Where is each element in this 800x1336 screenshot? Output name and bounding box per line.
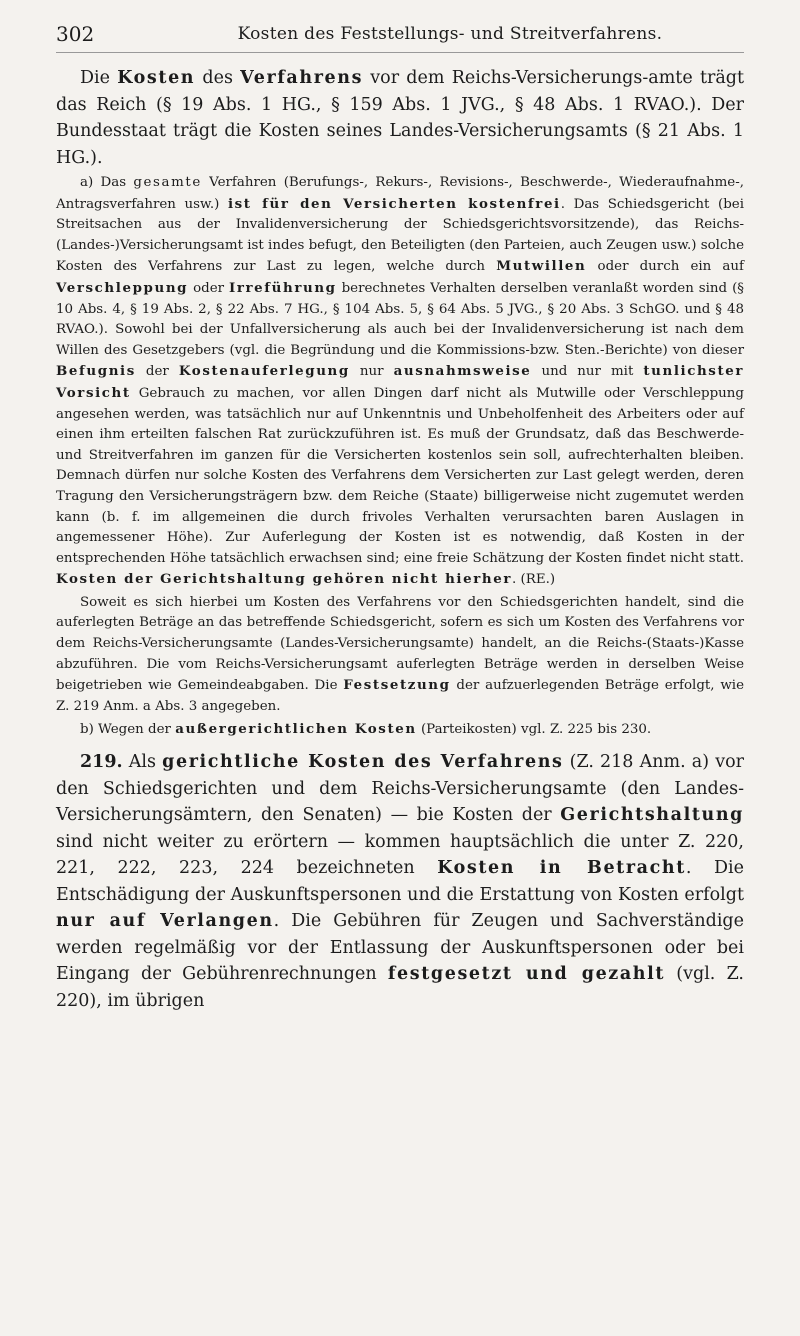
text-run: Soweit es sich hierbei um Kosten des Verfahrens vor den Schiedsgerichten handelt, sind die auferlegten Beträge an das betreffende Schiedsgericht, sofern es sich um Kosten des Verfahrens vor dem Reichs-Versicherungsamte (Landes-Versicherungsamte) handelt, an die Reichs-(Staats-)Kasse abzuführen. Die vom Reichs-Versicherungsamt auferlegten Beträge werden in derselben Weise beigetrieben wie Gemeindeabgaben. Die [56,594,744,694]
text-run: nur [349,364,394,380]
emphasis: festgesetzt und gezahlt [387,964,666,985]
emphasis: Irreführung [229,279,337,296]
note-b-paragraph [56,719,744,741]
text-run: der [135,364,179,380]
note-a-paragraph [56,173,744,591]
emphasis: ist für den Versicherten kostenfrei [227,195,561,212]
emphasis: Mutwillen [496,258,587,275]
text-run: . Die Entschädigung der Auskunftspersonen und die Erstattung von Kosten erfolgt [56,858,744,905]
text-run: Als [122,752,163,773]
text-run: a) Das [80,175,134,190]
text-run: . Die Gebühren für Zeugen und Sachverständige werden regelmäßig vor der Entlassung der Auskunftspersonen oder bei Eingang der Gebührenrechnungen [56,911,744,985]
emphasis: nur auf Verlangen [56,911,274,932]
emphasis: Kosten der Gerichtshaltung gehören nicht hierher [56,571,512,588]
text-run: . Das Schiedsgericht (bei Streitsachen aus der Invalidenversicherung der Schiedsgerichtsvorsitzende), das Reichs-(Landes-)Versicherungsamt ist indes befugt, den Beteiligten (den Parteien, auch Zeugen usw.) solche Kosten des Verfahrens zur Last zu legen, welche durch [56,196,744,275]
intro-paragraph [56,65,744,171]
text-run: des [195,68,241,88]
emphasis: Befugnis [56,363,136,380]
text-run: und nur mit [531,364,644,380]
emphasis: Kostenauferlegung [178,363,350,380]
emphasis: gesamte [133,175,202,190]
text-run: (Z. 218 Anm. a) vor den Schiedsgerichten und dem Reichs-Versicherungsamte (den Landes-Versicherungsämtern, den Senaten) — bie Kosten der [56,752,745,826]
section-219-paragraph [56,749,744,1014]
running-title: Kosten des Feststellungs- und Streitverfahrens. [237,24,663,44]
emphasis: Festsetzung [343,677,451,694]
note-a2-paragraph [56,593,744,718]
section-number: 219. [80,752,123,773]
emphasis: gerichtliche Kosten des Verfahrens [162,752,564,773]
text-run: oder [188,280,229,296]
text-run: der aufzuerlegenden Beträge erfolgt, wie Z. 219 Anm. a Abs. 3 angegeben. [56,678,744,714]
emphasis: außergerichtlichen Kosten [175,721,417,738]
page-header [56,18,744,53]
text-run: berechnetes Verhalten derselben veranlaßt worden sind (§ 10 Abs. 4, § 19 Abs. 2, § 22 Abs. 7 HG., § 104 Abs. 5, § 64 Abs. 5 JVG., § 20 Abs. 3 SchGO. und § 48 RVAO.). Sowohl bei der Unfallversicherung als auch bei der Invalidenversicherung ist nach dem Willen des Gesetzgebers (vgl. die Begründung und die Kommissions-bzw. Sten.-Berichte) von dieser [56,280,744,358]
text-run: (vgl. Z. 220), im übrigen [56,964,744,1011]
page-number: 302 [56,22,95,46]
text-run: vor dem Reichs-Versicherungs-amte trägt das Reich (§ 19 Abs. 1 HG., § 159 Abs. 1 JVG., § 48 Abs. 1 RVAO.). Der Bundesstaat trägt die Kosten seines Landes-Versicherungsamts (§ 21 Abs. 1 HG.). [56,68,745,168]
text-run: oder durch ein auf [586,259,745,275]
text-run: Gebrauch zu machen, vor allen Dingen darf nicht als Mutwille oder Verschleppung angesehen werden, was tatsächlich nur auf Unkenntnis und Unbeholfenheit des Arbeiters oder auf einen ihm erteilten falschen Rat zurückzuführen ist. Es muß der Grundsatz, daß das Beschwerde- und Streitverfahren im ganzen für die Versicherten kostenlos sein soll, aufrechterhalten bleiben. Demnach dürfen nur solche Kosten des Verfahrens dem Versicherten zur Last gelegt werden, deren Tragung den Versicherungsträgern bzw. dem Reiche (Staate) billigerweise nicht zugemutet werden kann (b. f. im allgemeinen die durch frivoles Verhalten verursachten baren Auslagen in angemessener Höhe). Zur Auferlegung der Kosten ist es notwendig, daß Kosten in der entsprechenden Höhe tatsächlich erwachsen sind; eine freie Schätzung der Kosten findet nicht statt. [56,385,744,566]
emphasis: Gerichtshaltung [560,805,744,826]
emphasis: Kosten in Betracht [437,858,686,879]
text-run: b) Wegen der [80,722,176,738]
emphasis: ausnahmsweise [393,363,532,380]
emphasis: Verfahrens [240,68,364,88]
emphasis: Verschleppung [56,279,189,296]
emphasis: Kosten [117,68,196,88]
text-run: (Parteikosten) vgl. Z. 225 bis 230. [416,722,652,738]
text-run: . (RE.) [512,572,556,588]
emphasis: tunlichster Vorsicht [56,363,745,401]
text-run: Verfahren (Berufungs-, Rekurs-, Revisions-, Beschwerde-, Wiederaufnahme-, Antragsverfahren usw.) [56,175,744,212]
text-run: sind nicht weiter zu erörtern — kommen hauptsächlich die unter Z. 220, 221, 222, 223, 224 bezeichneten [56,831,744,879]
text-run: Die [80,68,118,88]
